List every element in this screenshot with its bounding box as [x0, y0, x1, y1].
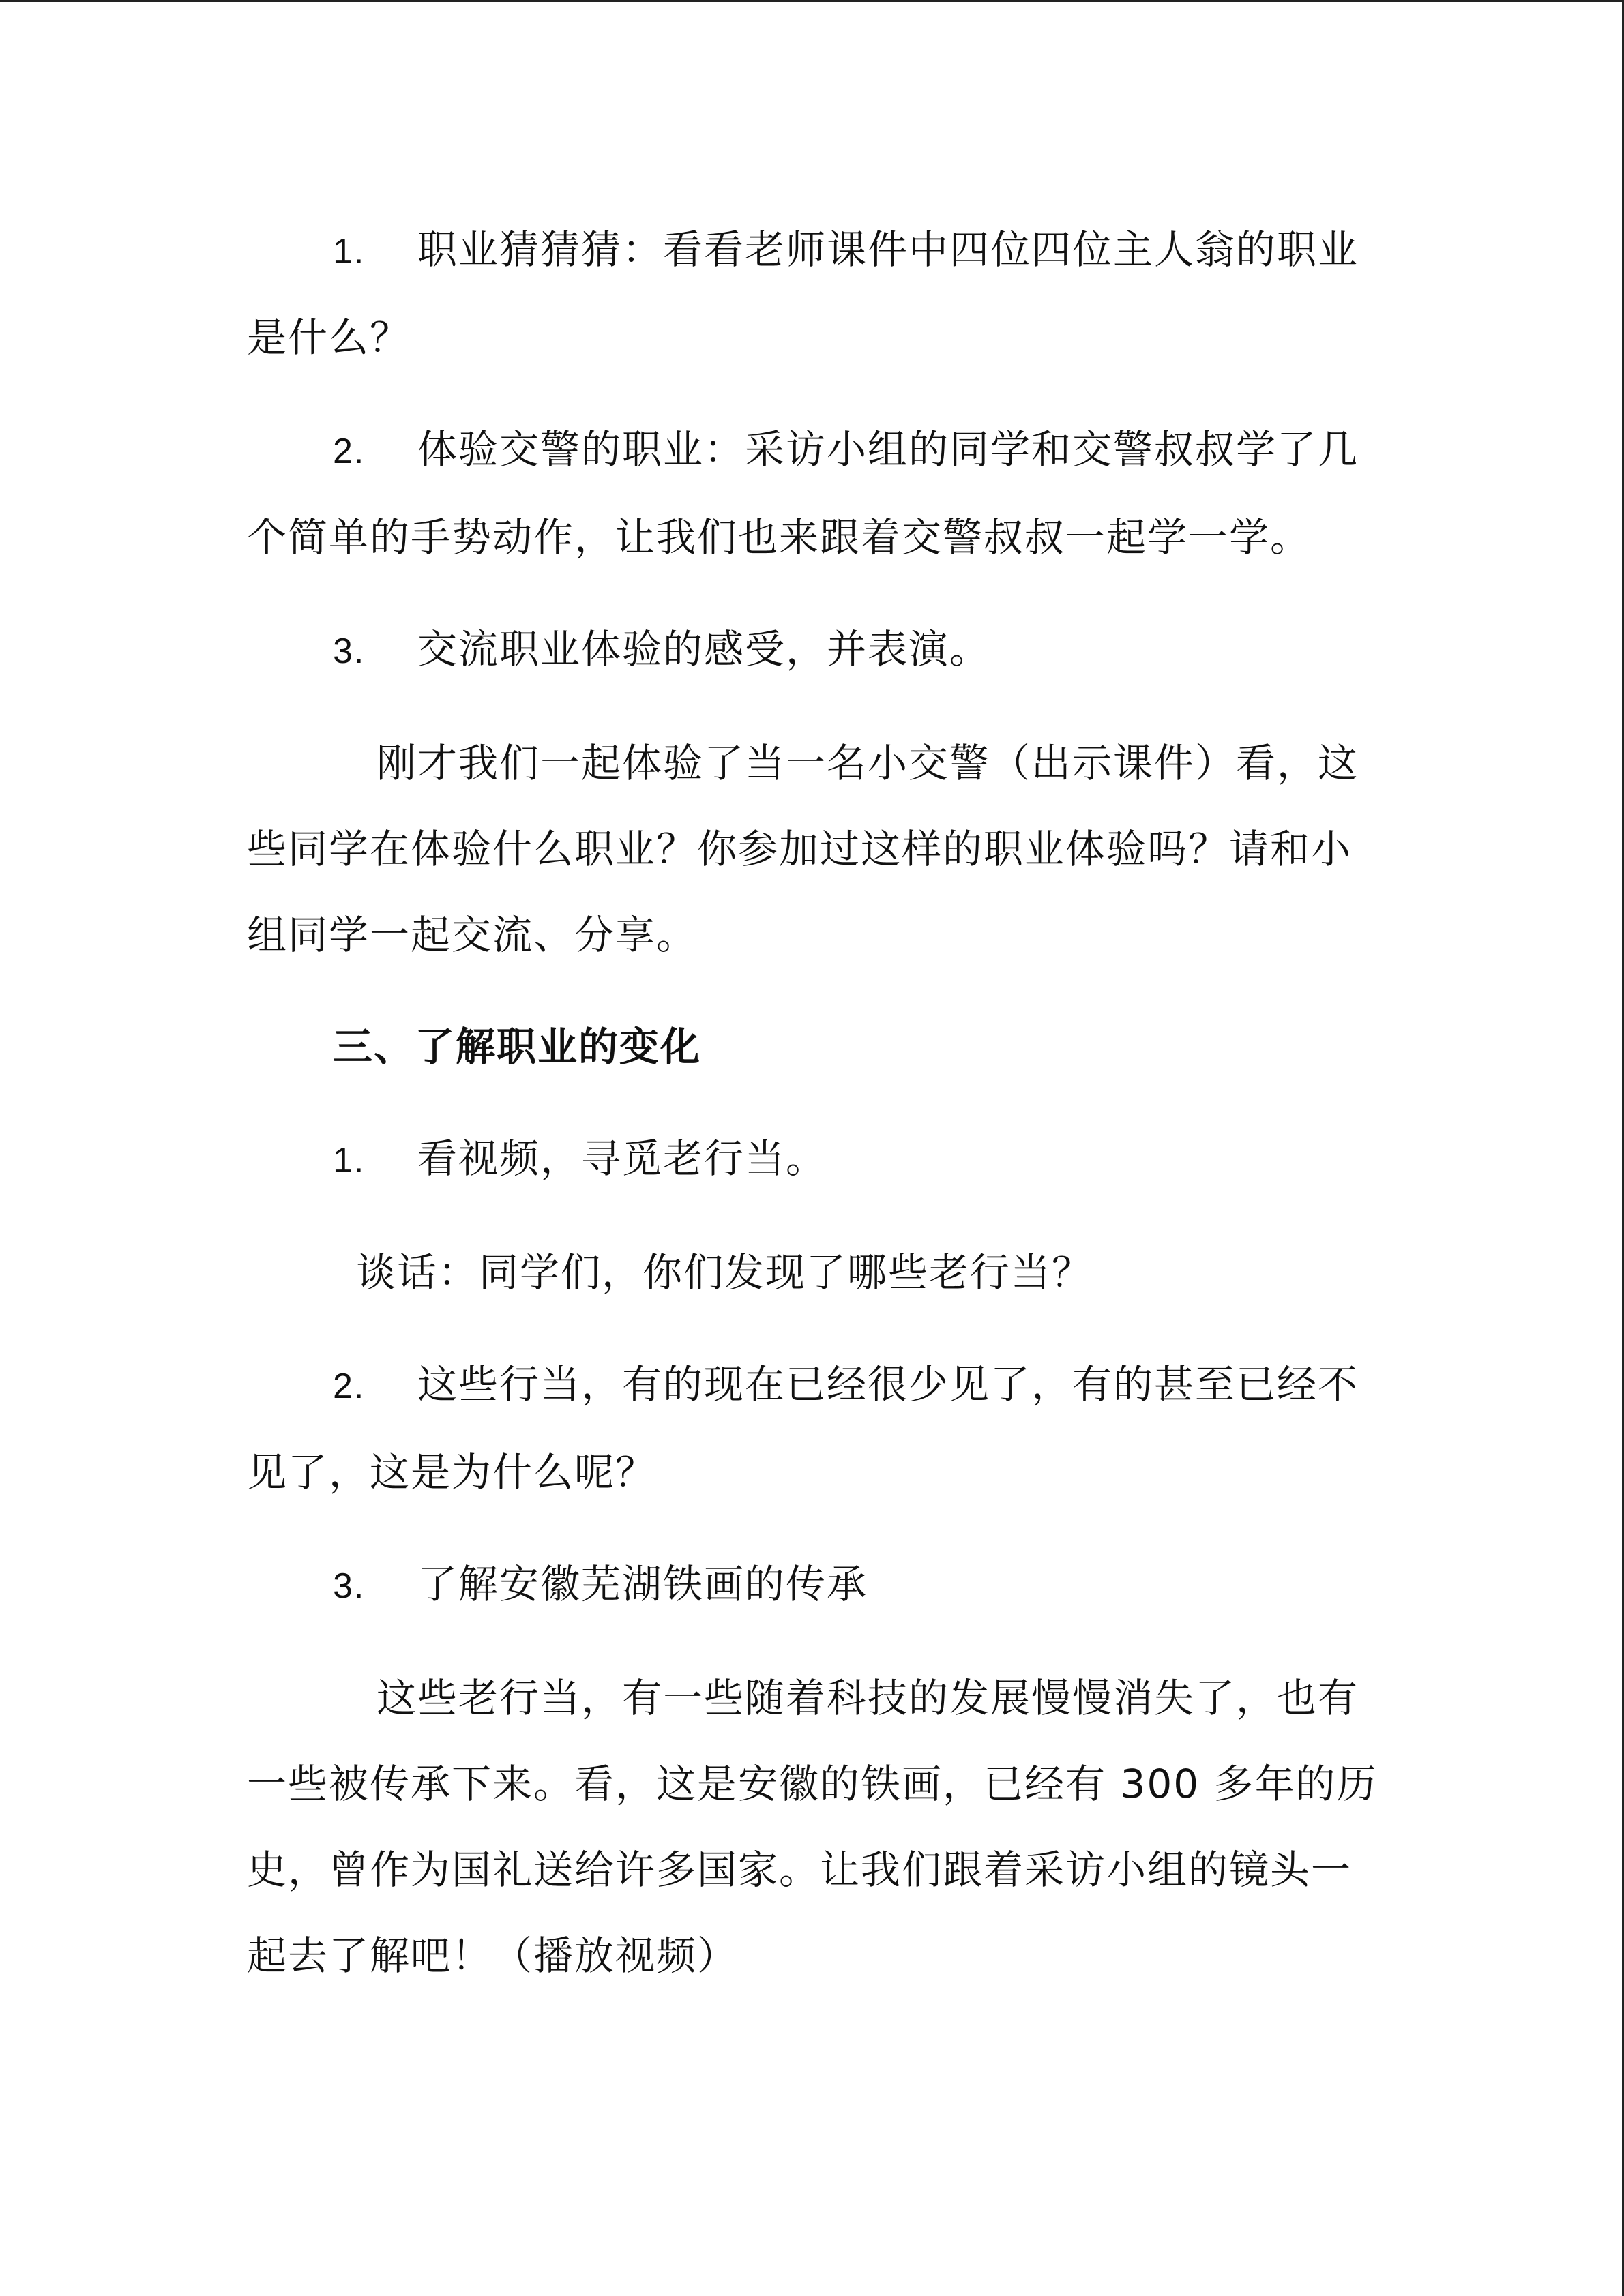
document-body	[247, 207, 1379, 2025]
item-number: 2.	[333, 432, 366, 471]
item-text: 这些行当，有的现在已经很少见了，有的甚至已经不见了，这是为什么呢？	[247, 1361, 1359, 1495]
item-number: 3.	[333, 631, 366, 671]
body-paragraph: 谈话：同学们，你们发现了哪些老行当？	[356, 1249, 1093, 1296]
item-text: 了解安徽芜湖铁画的传承	[417, 1561, 868, 1607]
item-number: 1.	[333, 232, 366, 271]
section-heading: 三、了解职业的变化	[333, 1024, 702, 1070]
list-item-3	[247, 606, 1379, 694]
item-number: 3.	[333, 1566, 366, 1606]
item-text: 交流职业体验的感受，并表演。	[417, 626, 991, 672]
item-number: 1.	[333, 1141, 366, 1180]
item-number: 2.	[333, 1367, 366, 1406]
body-paragraph: 刚才我们一起体验了当一名小交警（出示课件）看，这些同学在体验什么职业？你参加过这样的职业体验吗？请和小组同学一起交流、分享。	[247, 740, 1359, 958]
list-item-1	[247, 1116, 1379, 1204]
list-item-2	[247, 1341, 1379, 1515]
item-text: 看视频，寻觅老行当。	[417, 1135, 827, 1182]
item-text: 职业猜猜猜：看看老师课件中四位四位主人翁的职业是什么？	[247, 226, 1359, 361]
list-item-3	[247, 1541, 1379, 1629]
list-item-2	[247, 406, 1379, 580]
item-text: 体验交警的职业：采访小组的同学和交警叔叔学了几个简单的手势动作，让我们也来跟着交警叔叔一起学一学。	[247, 426, 1359, 561]
body-paragraph: 这些老行当，有一些随着科技的发展慢慢消失了，也有一些被传承下来。看，这是安徽的铁画，已经有 300 多年的历史，曾作为国礼送给许多国家。让我们跟着采访小组的镜头一起去了解吧！（播放视频）	[247, 1675, 1378, 1979]
list-item-1	[247, 207, 1379, 381]
